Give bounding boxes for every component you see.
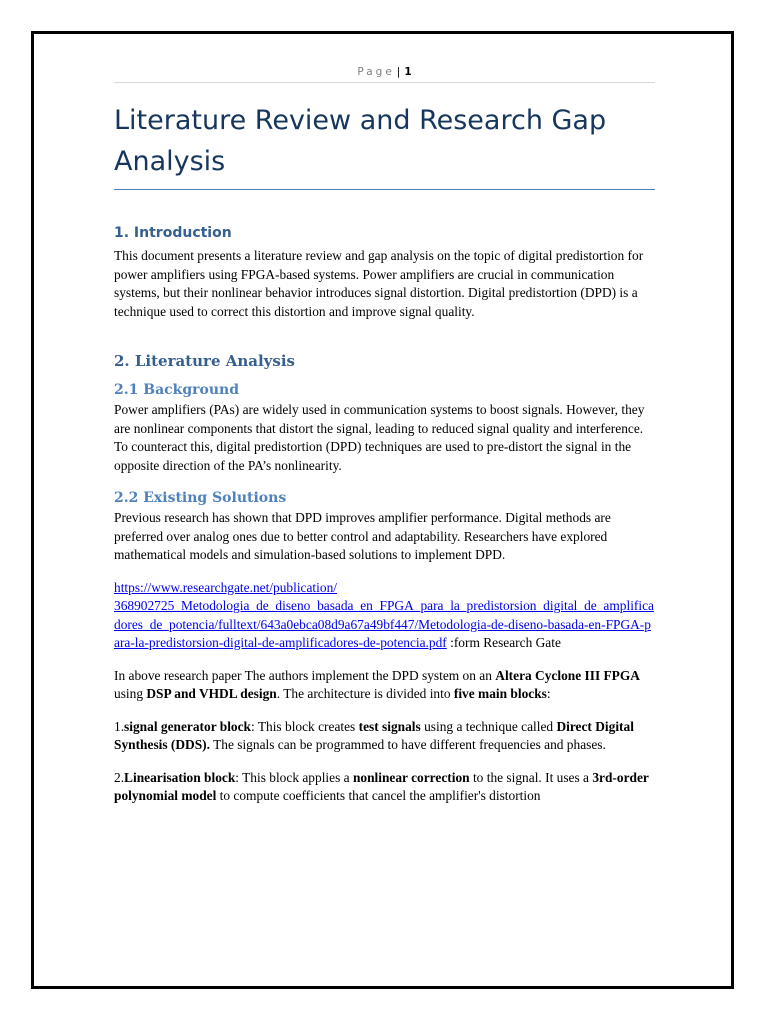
literature-heading: 2. Literature Analysis	[114, 352, 295, 370]
link-source-note: :form Research Gate	[446, 635, 561, 650]
implementation-paragraph	[114, 667, 655, 704]
link-line-2[interactable]: 368902725_Metodologia_de_diseno_basada_en_FPGA_para_la_predistorsion_digital_de_amplificadores_de_potencia/fulltext/643a0ebca08d9a67a49bf447/Metodologia-de-diseno-basada-en-FPGA-para-la-predistorsion-digital-de-amplificadores-de-potencia.pdf	[114, 598, 654, 650]
impl-text-3: . The architecture is divided into	[276, 686, 454, 701]
link-line-1[interactable]: https://www.researchgate.net/publication/	[114, 579, 337, 595]
impl-text-4: :	[546, 686, 551, 701]
intro-heading: 1. Introduction	[114, 225, 232, 241]
background-heading: 2.1 Background	[114, 382, 240, 398]
block-1-paragraph	[114, 718, 655, 755]
block-2-text-1: : This block applies a	[235, 769, 353, 785]
block-1-bold-3: Direct Digital Synthesis (DDS).	[114, 718, 634, 752]
impl-bold-blocks: five main blocks	[453, 686, 547, 701]
page-number: 1	[404, 66, 412, 78]
block-1-title: signal generator block	[124, 718, 252, 734]
block-1-bold-2: test signals	[358, 718, 421, 734]
impl-bold-fpga: Altera Cyclone III FPGA	[495, 667, 640, 683]
impl-text-1: In above research paper The authors implement the DPD system on an	[114, 667, 496, 683]
impl-text-2: using	[114, 686, 147, 701]
existing-solutions-heading: 2.2 Existing Solutions	[114, 490, 287, 506]
block-2-text-2: to the signal. It uses a	[469, 769, 593, 785]
block-2-title: Linearisation block	[124, 769, 236, 785]
reference-paragraph	[114, 579, 655, 653]
page-header	[114, 64, 655, 83]
impl-bold-design: DSP and VHDL design	[146, 686, 277, 701]
researchgate-link[interactable]	[114, 580, 654, 651]
block-1-text-2: using a technique called	[420, 718, 557, 734]
block-2-bold-2: nonlinear correction	[352, 769, 470, 785]
existing-solutions-paragraph: Previous research has shown that DPD improves amplifier performance. Digital methods are preferred over analog ones due to better control and adaptability. Researchers have explored mathematical models and simulation-based solutions to implement DPD.	[114, 510, 611, 562]
page-separator: |	[396, 66, 401, 78]
block-2-paragraph	[114, 769, 655, 806]
block-1-number: 1.	[114, 718, 125, 734]
document-body	[114, 100, 655, 806]
background-paragraph: Power amplifiers (PAs) are widely used in communication systems to boost signals. However, they are nonlinear components that distort the signal, leading to reduced signal quality and interference. To counteract this, digital predistortion (DPD) techniques are used to pre-distort the signal in the opposite direction of the PA’s nonlinearity.	[114, 402, 645, 473]
block-2-bold-3: 3rd-order polynomial model	[114, 769, 649, 803]
document-title: Literature Review and Research Gap Analysis	[114, 100, 655, 190]
intro-paragraph: This document presents a literature review and gap analysis on the topic of digital predistortion for power amplifiers using FPGA-based systems. Power amplifiers are crucial in communication systems, but their nonlinear behavior introduces signal distortion. Digital predistortion (DPD) is a technique used to correct this distortion and improve signal quality.	[114, 248, 644, 319]
block-1-text-3: The signals can be programmed to have different frequencies and phases.	[209, 737, 606, 752]
block-1-text-1: : This block creates	[251, 718, 359, 734]
block-2-text-3: to compute coefficients that cancel the amplifier's distortion	[216, 788, 541, 803]
page-label: Page	[357, 66, 395, 78]
block-2-number: 2.	[114, 769, 125, 785]
